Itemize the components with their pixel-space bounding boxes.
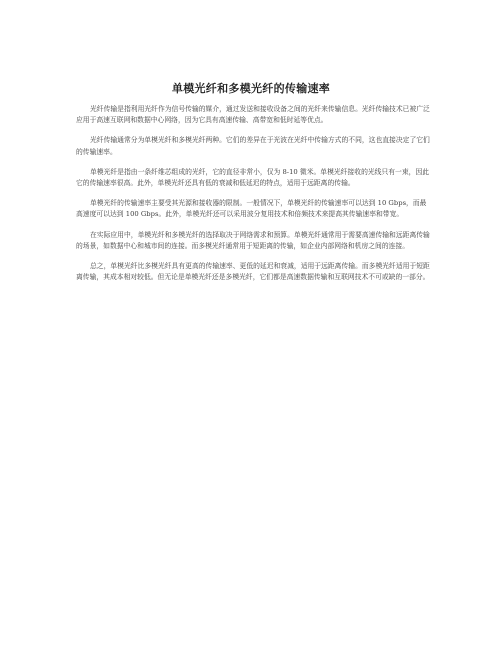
paragraph-5: 在实际应用中，单模光纤和多模光纤的选择取决于网络需求和预算。单模光纤通常用于需要高速传输和远距离传输的场景，如数据中心和城市间的连接。而多模光纤通常用于短距离的传输，如企业内部网络和机房之间的连接。 xyxy=(76,230,430,250)
paragraph-3: 单模光纤是指由一条纤维芯组成的光纤，它的直径非常小，仅为 8-10 微米。单模光纤接收的光线只有一束，因此它的传输速率很高。此外，单模光纤还具有低的衰减和低延迟的特点，适用于远距离的传输。 xyxy=(76,167,430,188)
document-title: 单模光纤和多模光纤的传输速率 xyxy=(171,82,331,95)
paragraph-1: 光纤传输是指利用光纤作为信号传输的媒介，通过发送和接收设备之间的光纤来传输信息。光纤传输技术已被广泛应用于高速互联网和数据中心网络，因为它具有高速传输、高带宽和低时延等优点。 xyxy=(76,105,430,125)
paragraph-6: 总之，单模光纤比多模光纤具有更高的传输速率、更低的延迟和衰减，适用于远距离传输。而多模光纤适用于短距离传输，其成本相对较低。但无论是单模光纤还是多模光纤，它们都是高速数据传输和互联网技术不可或缺的一部分。 xyxy=(76,262,430,282)
paragraph-2: 光纤传输通常分为单模光纤和多模光纤两种。它们的差异在于光波在光纤中传输方式的不同，这也直接决定了它们的传输速率。 xyxy=(76,136,430,156)
document-body xyxy=(76,104,432,292)
paragraph-4: 单模光纤的传输速率主要受其光源和接收器的限制。一般情况下，单模光纤的传输速率可以达到 10 Gbps，而最高速度可以达到 100 Gbps。此外，单模光纤还可以采用波分复用技术和倍频技术来提高其传输速率和带宽。 xyxy=(76,199,427,219)
